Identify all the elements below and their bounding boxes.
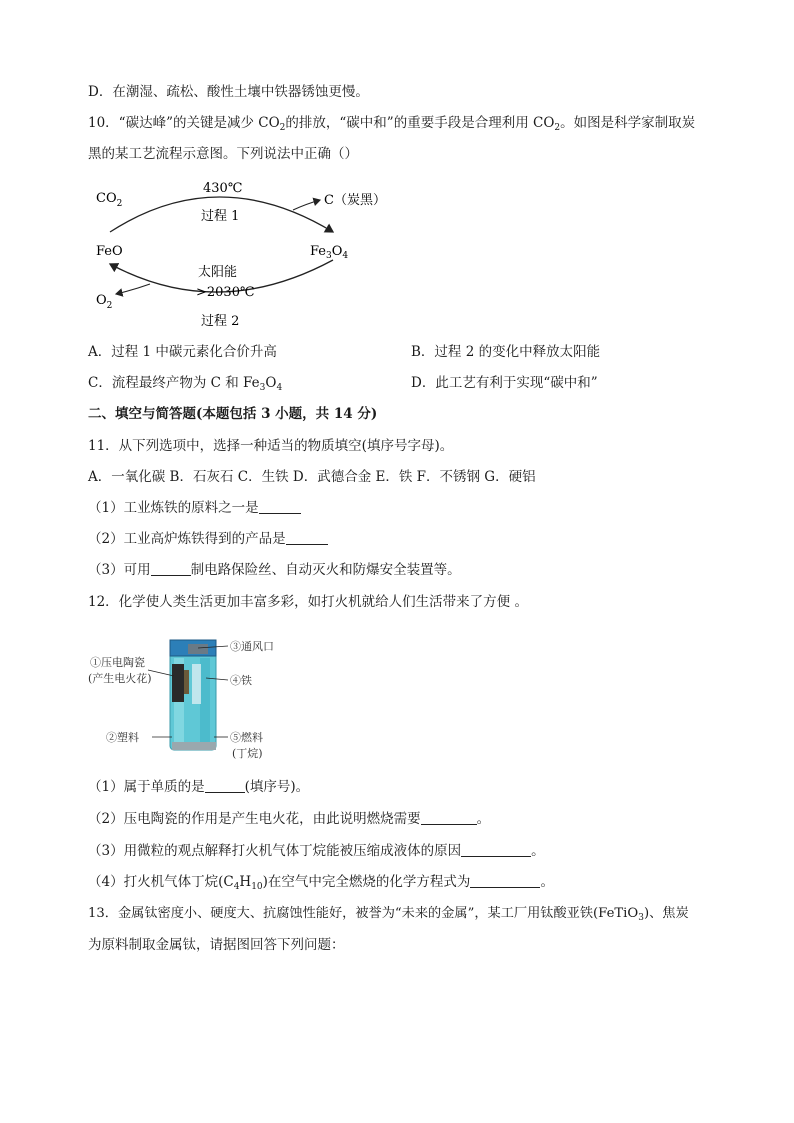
process1-label: 过程 1 [201, 209, 240, 224]
q12-part2-text: （2）压电陶瓷的作用是产生电火花，由此说明燃烧需要 [88, 811, 421, 827]
q9-option-d: D．在潮湿、疏松、酸性土壤中铁器锈蚀更慢。 [88, 84, 369, 100]
q13-stem-line1 [88, 905, 689, 927]
q12-part1-text: (填序号)。 [244, 779, 310, 795]
co2-label: $CO_2$ [96, 191, 123, 209]
q12-part3-text: （3）用微粒的观点解释打火机气体丁烷能被压缩成液体的原因 [88, 843, 462, 859]
q11-part2 [88, 530, 328, 548]
q12-part4-text: （4）打火机气体丁烷(C [88, 874, 234, 890]
q11-options: A．一氧化碳 B．石灰石 C．生铁 D．武德合金 E．铁 F．不锈钢 G．硬铝 [88, 469, 536, 485]
q13-stem-line2: 为原料制取金属钛，请据图回答下列问题： [88, 937, 345, 953]
q10-option-d: D．此工艺有利于实现“碳中和” [411, 375, 598, 391]
q12-part3-text: 。 [531, 843, 545, 859]
solar-label: 太阳能 [198, 265, 238, 280]
q11-part1-text: （1）工业炼铁的原料之一是 [88, 500, 259, 516]
q10-option-c-sub: 4 [276, 383, 283, 393]
q10-subscript: 2 [279, 123, 286, 133]
label-butane: (丁烷) [232, 747, 263, 760]
q13-text: )、焦炭 [643, 906, 689, 921]
label-iron: ④铁 [230, 674, 252, 687]
temp-2030: >2030℃ [196, 285, 255, 300]
q12-part4-text: )在空气中完全燃烧的化学方程式为 [262, 874, 471, 890]
q10-text: 10．“碳达峰”的关键是减少 CO [88, 115, 280, 131]
label-plastic: ②塑料 [106, 731, 139, 744]
section-heading: 二、填空与简答题(本题包括 3 小题，共 14 分) [88, 406, 378, 422]
q10-option-a: A．过程 1 中碳元素化合价升高 [88, 344, 277, 360]
q10-stem-line2: 黑的某工艺流程示意图。下列说法中正确（） [88, 146, 358, 162]
q13-text: 13．金属钛密度小、硬度大、抗腐蚀性能好，被誉为“未来的金属”，某工厂用钛酸亚铁(FeTiO [88, 906, 639, 921]
q12-part1 [88, 778, 309, 796]
answer-blank[interactable] [259, 499, 301, 514]
q12-part4-text: H [239, 874, 252, 890]
label-fuel: ⑤燃料 [230, 731, 263, 744]
q11-part3-text: （3）可用 [88, 562, 151, 578]
q10-subscript: 2 [554, 123, 561, 133]
oxygen-branch-arrow [116, 284, 150, 294]
q12-stem: 12．化学使人类生活更加丰富多彩，如打火机就给人们生活带来了方便 。 [88, 594, 528, 610]
answer-blank[interactable] [421, 810, 477, 825]
feo-label: FeO [96, 244, 123, 259]
o2-label: $O_2$ [96, 293, 113, 311]
label-vent: ③通风口 [230, 640, 274, 653]
q10-option-c-text: C．流程最终产物为 C 和 Fe [88, 375, 260, 391]
subscript: 4 [233, 882, 240, 892]
q10-option-c-text: O [265, 375, 277, 391]
temp-430: 430℃ [203, 181, 243, 196]
q12-part1-text: （1）属于单质的是 [88, 779, 205, 795]
q12-part4-text: 。 [540, 874, 554, 890]
answer-blank[interactable] [205, 778, 245, 793]
label-spark: (产生电火花) [88, 672, 152, 685]
subscript: 10 [251, 882, 263, 892]
q11-part3 [88, 561, 461, 579]
q11-stem: 11．从下列选项中，选择一种适当的物质填空(填序号字母)。 [88, 438, 454, 454]
carbon-branch-arrow [293, 200, 320, 210]
q12-part2-text: 。 [476, 811, 491, 827]
answer-blank[interactable] [470, 873, 540, 888]
q11-part1 [88, 499, 301, 517]
q10-option-b: B．过程 2 的变化中释放太阳能 [411, 344, 601, 360]
lighter-figure [88, 630, 288, 762]
process2-label: 过程 2 [201, 314, 240, 329]
q11-part2-text: （2）工业高炉炼铁得到的产品是 [88, 531, 286, 547]
label-piezo: ①压电陶瓷 [90, 656, 145, 669]
q10-text: 。如图是科学家制取炭 [560, 115, 696, 131]
q10-stem-line1 [88, 114, 695, 137]
q12-part4 [88, 873, 554, 896]
q10-option-c [88, 374, 282, 397]
piezo-element [172, 664, 184, 702]
answer-blank[interactable] [461, 842, 531, 857]
subscript: 3 [638, 913, 644, 923]
q10-option-c-sub: 3 [259, 383, 266, 393]
carbon-label: C（炭黑） [324, 193, 386, 208]
fe3o4-label: $Fe_3O_4$ [310, 244, 349, 261]
answer-blank[interactable] [151, 561, 191, 576]
process-diagram [88, 172, 388, 334]
q12-part2 [88, 810, 490, 828]
q12-part3 [88, 842, 545, 860]
q10-text: 的排放，“碳中和”的重要手段是合理利用 CO [285, 115, 555, 131]
q11-part3-text: 制电路保险丝、自动灭火和防爆安全装置等。 [190, 562, 461, 578]
answer-blank[interactable] [286, 530, 328, 545]
